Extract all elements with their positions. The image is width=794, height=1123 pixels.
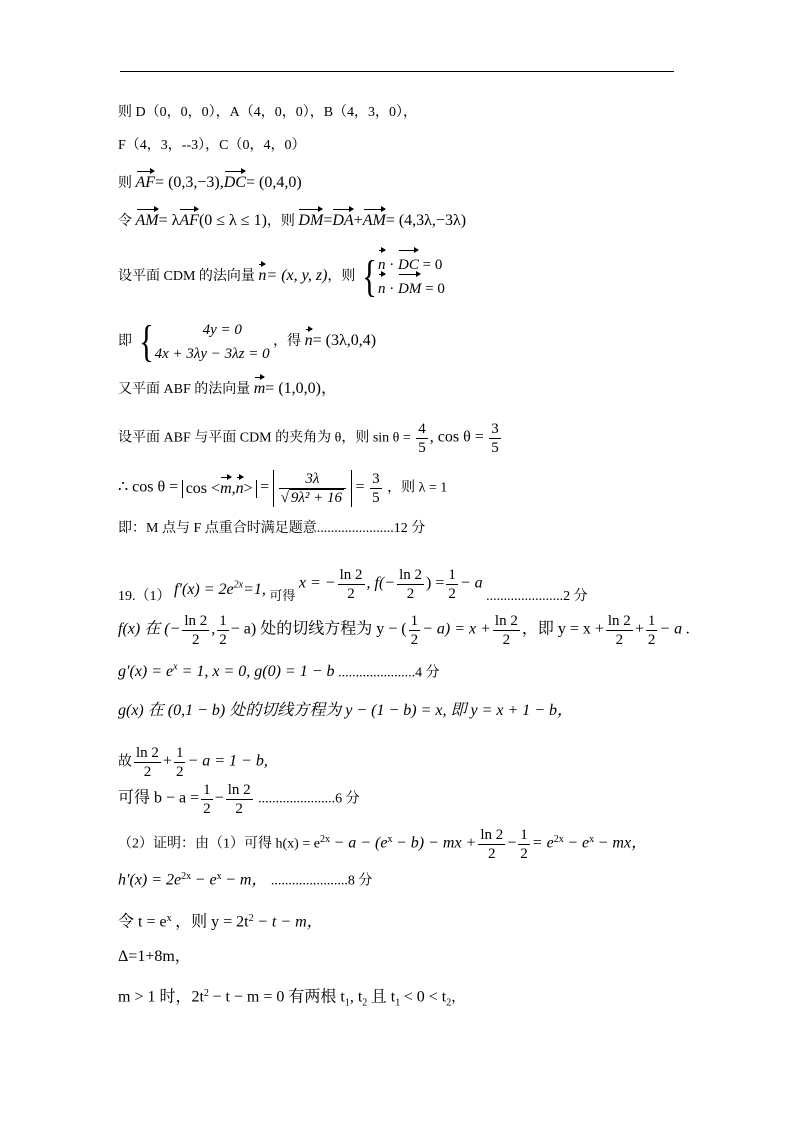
vector-n: n bbox=[258, 267, 267, 285]
vector-n-5: n bbox=[235, 479, 244, 497]
vector-m: m bbox=[253, 380, 266, 397]
eq-zero-1: = 0 bbox=[422, 257, 443, 273]
text-ze-3: ，则 bbox=[327, 269, 356, 285]
text-ling: 令 bbox=[118, 214, 132, 229]
num-4: 4 bbox=[418, 421, 426, 437]
math-eq-e: = e bbox=[531, 834, 554, 852]
points-4: ......................4 分 bbox=[338, 665, 440, 681]
math-n-value: = (3λ,0,4) bbox=[312, 332, 377, 350]
den-2l: 2 bbox=[203, 801, 211, 817]
q19-line-4 bbox=[118, 702, 573, 721]
text-then-y: ，则 y = 2t bbox=[175, 913, 249, 931]
math-cos: , cos θ = bbox=[429, 428, 484, 446]
math-minus-mx: − mx， bbox=[597, 834, 648, 852]
math-n-xyz: = (x, y, z) bbox=[266, 267, 328, 285]
text-conclusion: 即：M 点与 F 点重合时满足题意......................12 分 bbox=[118, 521, 426, 536]
vector-m-2: m bbox=[220, 479, 232, 497]
vector-da: DA bbox=[332, 212, 354, 229]
math-eq-1: =1, bbox=[243, 580, 266, 598]
sup-x-c: x bbox=[589, 834, 595, 846]
den-2: 2 bbox=[347, 586, 355, 602]
cos-angle: cos < bbox=[185, 479, 221, 497]
math-eq: = bbox=[323, 212, 333, 229]
coord-line-1 bbox=[118, 104, 417, 122]
sup-2x-b: 2x bbox=[319, 834, 330, 846]
den-2o: 2 bbox=[520, 846, 528, 862]
den-2g: 2 bbox=[502, 632, 511, 648]
math-h-a: − a − (e bbox=[333, 834, 388, 852]
text-normal-cdm: 设平面 CDM 的法向量 bbox=[118, 269, 255, 285]
math-lambda: = λ bbox=[158, 212, 180, 229]
num-1c: 1 bbox=[410, 613, 419, 629]
text-lambda-1: ，则 λ = 1 bbox=[387, 480, 448, 496]
frac-4-5 bbox=[416, 420, 428, 457]
vector-line-am bbox=[118, 212, 466, 231]
num-3b: 3 bbox=[372, 471, 380, 487]
q19-line-2 bbox=[118, 612, 690, 649]
frac-lambda bbox=[279, 470, 346, 507]
math-x-eq: x = − bbox=[298, 574, 336, 592]
vector-n-4: n bbox=[304, 332, 313, 350]
math-eq-1b: − a = 1 − b, bbox=[187, 752, 268, 770]
math-minus-e: − e bbox=[567, 834, 590, 852]
den-2j: 2 bbox=[143, 764, 152, 780]
q19-part2-line-1 bbox=[118, 826, 647, 863]
math-minus-e-2: − e bbox=[194, 871, 217, 889]
text-angle: 设平面 ABF 与平面 CDM 的夹角为 θ，则 sin θ = bbox=[118, 430, 411, 446]
sup-x-b: x bbox=[387, 834, 393, 846]
num-1e: 1 bbox=[175, 745, 184, 761]
q19-label: 19.（1） bbox=[118, 588, 171, 604]
math-minus: − bbox=[214, 789, 224, 807]
sup-x-e: x bbox=[166, 913, 172, 924]
num-ln2: ln 2 bbox=[339, 567, 363, 583]
math-minus-a-2: − a . bbox=[659, 620, 691, 638]
math-fprime: f′(x) = 2e bbox=[174, 580, 234, 598]
math-dc-value: = (0,4,0) bbox=[245, 174, 302, 191]
normal-abf-line bbox=[118, 380, 337, 399]
sup-2x-d: 2x bbox=[181, 871, 192, 882]
den-2n: 2 bbox=[488, 846, 496, 862]
num-ln2d: ln 2 bbox=[494, 613, 518, 629]
sup-2x-c: 2x bbox=[553, 834, 564, 846]
eq-zero-2: = 0 bbox=[425, 281, 445, 297]
text-let-t: 令 t = e bbox=[118, 913, 167, 931]
vector-n-3: n bbox=[378, 277, 386, 301]
vector-n-2: n bbox=[378, 253, 386, 277]
math-g-values: = 1, x = 0, g(0) = 1 − b bbox=[181, 663, 335, 681]
angle-close: > bbox=[243, 479, 253, 497]
num-ln2b: ln 2 bbox=[399, 567, 422, 583]
conclusion-line bbox=[118, 520, 425, 538]
text-m-gt-1: m > 1 时，2t bbox=[118, 988, 204, 1006]
q19-line-3 bbox=[118, 659, 440, 682]
sub-2: 2 bbox=[362, 997, 368, 1009]
math-eq-2: = bbox=[355, 478, 365, 496]
math-minus-m: − m， bbox=[225, 871, 268, 889]
normal-cdm-line bbox=[118, 253, 445, 301]
num-ln2h: ln 2 bbox=[480, 827, 504, 843]
num-ln2e: ln 2 bbox=[607, 613, 631, 629]
q19-part2-line-5 bbox=[118, 985, 465, 1012]
den-2i: 2 bbox=[647, 632, 656, 648]
points-8: ......................8 分 bbox=[270, 873, 373, 889]
math-h-b: − b) − mx + bbox=[395, 834, 477, 852]
den-2k: 2 bbox=[175, 764, 184, 780]
vector-line-af-dc bbox=[118, 174, 302, 193]
comma-end: ， bbox=[451, 990, 466, 1006]
text-two-roots: − t − m = 0 有两根 t bbox=[212, 988, 345, 1006]
vector-dc: DC bbox=[223, 174, 246, 191]
num-ln2c: ln 2 bbox=[184, 613, 208, 629]
math-m-value: = (1,0,0)， bbox=[265, 380, 337, 397]
sup-x-d: x bbox=[216, 871, 222, 882]
num-3: 3 bbox=[491, 421, 499, 437]
angle-line bbox=[118, 420, 503, 457]
system-2 bbox=[155, 318, 270, 366]
q19-line-6 bbox=[118, 781, 360, 818]
sup-x: x bbox=[173, 662, 178, 673]
vector-dm-2: DM bbox=[398, 277, 421, 301]
frac-3-5b bbox=[370, 470, 382, 507]
text-gu: 故 bbox=[118, 754, 132, 770]
frac-3-5 bbox=[489, 420, 501, 457]
math-f: , f(− bbox=[366, 574, 396, 592]
vector-dm: DM bbox=[298, 212, 324, 229]
math-delta: Δ=1+8m， bbox=[118, 948, 191, 965]
text-de: ，得 bbox=[273, 334, 302, 350]
den-2h: 2 bbox=[615, 632, 624, 648]
q19-part2-line-3 bbox=[118, 910, 323, 933]
frac-1-2 bbox=[446, 566, 458, 603]
vector-am: AM bbox=[135, 212, 159, 229]
math-eq-x: − a) = x + bbox=[422, 620, 491, 638]
den-2e: 2 bbox=[219, 632, 227, 648]
math-dm-value: = (4,3λ,−3λ) bbox=[385, 212, 467, 229]
math-gprime: g′(x) = e bbox=[118, 663, 174, 681]
system-brace-2: { bbox=[138, 317, 154, 366]
den-radicand: 9λ² + 16 bbox=[290, 490, 343, 506]
num-ln2f: ln 2 bbox=[136, 745, 159, 761]
system-brace-1: { bbox=[362, 252, 377, 301]
num-1b: 1 bbox=[219, 613, 227, 629]
sub-1b: 1 bbox=[395, 997, 401, 1009]
system-1 bbox=[378, 253, 445, 301]
den-2c: 2 bbox=[448, 586, 456, 602]
vector-am-2: AM bbox=[362, 212, 386, 229]
q19-part2-line-2 bbox=[118, 868, 372, 891]
text-ze: 则 bbox=[118, 176, 132, 191]
text-proof: （2）证明：由（1）可得 h(x) = e bbox=[118, 836, 320, 852]
sub-2b: 2 bbox=[446, 997, 452, 1009]
vector-af: AF bbox=[135, 174, 156, 191]
math-plus-3: + bbox=[162, 752, 172, 770]
math-minus-t-m: − t − m， bbox=[257, 913, 323, 931]
eq-4x: 4x + 3λy − 3λz = 0 bbox=[154, 346, 270, 362]
frac-ln2-2 bbox=[338, 566, 365, 603]
text-kede: 可得 bbox=[269, 587, 296, 603]
num-ln2g: ln 2 bbox=[227, 782, 251, 798]
coord-line-2 bbox=[118, 137, 305, 155]
frac-ln2-2b bbox=[397, 566, 424, 603]
den-sqrt: √ 9λ² + 16 bbox=[280, 490, 343, 506]
math-f-close: ) = bbox=[426, 574, 445, 592]
vector-dc-2: DC bbox=[398, 253, 419, 277]
system-line-2 bbox=[118, 318, 376, 366]
dot-1: · bbox=[389, 257, 399, 273]
den-2b: 2 bbox=[406, 586, 415, 602]
q19-line-5 bbox=[118, 744, 268, 781]
den-5: 5 bbox=[418, 440, 426, 456]
sub-1: 1 bbox=[344, 997, 350, 1009]
points-2: ......................2 分 bbox=[486, 588, 588, 604]
comma: , bbox=[211, 620, 216, 638]
den-5c: 5 bbox=[372, 490, 380, 506]
math-therefore: ∴ cos θ = bbox=[118, 478, 179, 496]
cos-calc-line: ∴ cos θ = cos <m,n> = $\frac{3\lambda}{\text{√ 9λ² + 16}}$ = $\frac{3}{5}$ ，则 λ = 1 bbox=[118, 471, 448, 506]
coord-text-1: 则 D（0，0，0），A（4，0，0），B（4，3，0）， bbox=[118, 105, 418, 120]
text-tangent: − a) 处的切线方程为 y − ( bbox=[230, 620, 407, 638]
math-minus-a: − a bbox=[459, 574, 483, 592]
den-2m: 2 bbox=[235, 801, 243, 817]
comma-t: , t bbox=[349, 988, 363, 1006]
math-hprime: h′(x) = 2e bbox=[118, 871, 182, 889]
math-range: (0 ≤ λ ≤ 1) bbox=[198, 212, 267, 229]
den-5b: 5 bbox=[491, 440, 499, 456]
points-6: ......................6 分 bbox=[258, 791, 360, 807]
text-ze-2: ，则 bbox=[266, 214, 295, 229]
num-3lambda: 3λ bbox=[279, 470, 346, 489]
num-1: 1 bbox=[448, 567, 456, 583]
math-g-tangent: g(x) 在 (0,1 − b) 处的切线方程为 y − (1 − b) = x, 即 y = x + 1 − b， bbox=[118, 702, 574, 719]
vector-af-2: AF bbox=[179, 212, 199, 229]
abs-cos: cos <m,n> bbox=[182, 480, 257, 498]
den-2f: 2 bbox=[410, 632, 419, 648]
num-1f: 1 bbox=[203, 782, 211, 798]
dot-2: · bbox=[389, 281, 399, 297]
den-2d: 2 bbox=[192, 632, 200, 648]
abs-frac bbox=[273, 470, 352, 507]
math-minus-2: − bbox=[507, 834, 517, 852]
math-fx-at: f(x) 在 (− bbox=[118, 620, 181, 638]
math-plus: + bbox=[353, 212, 363, 229]
num-1g: 1 bbox=[520, 827, 528, 843]
num-1d: 1 bbox=[647, 613, 656, 629]
text-and-t: 且 t bbox=[370, 988, 396, 1006]
math-b-a: 可得 b − a = bbox=[118, 789, 200, 807]
sup-2b: 2 bbox=[203, 988, 209, 999]
header-rule bbox=[120, 71, 674, 72]
math-lt-0-lt-t: < 0 < t bbox=[403, 988, 447, 1006]
coord-text-2: F（4，3，--3），C（0，4，0） bbox=[118, 138, 306, 153]
text-ji: 即 bbox=[118, 334, 132, 350]
q19-line-1 bbox=[118, 566, 588, 603]
q19-part2-line-4 bbox=[118, 948, 191, 967]
sup-2x: 2x bbox=[233, 579, 244, 591]
text-normal-abf: 又平面 ABF 的法向量 bbox=[118, 382, 251, 397]
sup-2: 2 bbox=[248, 913, 254, 924]
text-ji-y: ，即 y = x + bbox=[521, 620, 604, 638]
math-plus-2: + bbox=[634, 620, 644, 638]
math-af-value: = (0,3,−3), bbox=[155, 174, 224, 191]
eq-4y: 4y = 0 bbox=[202, 322, 242, 338]
